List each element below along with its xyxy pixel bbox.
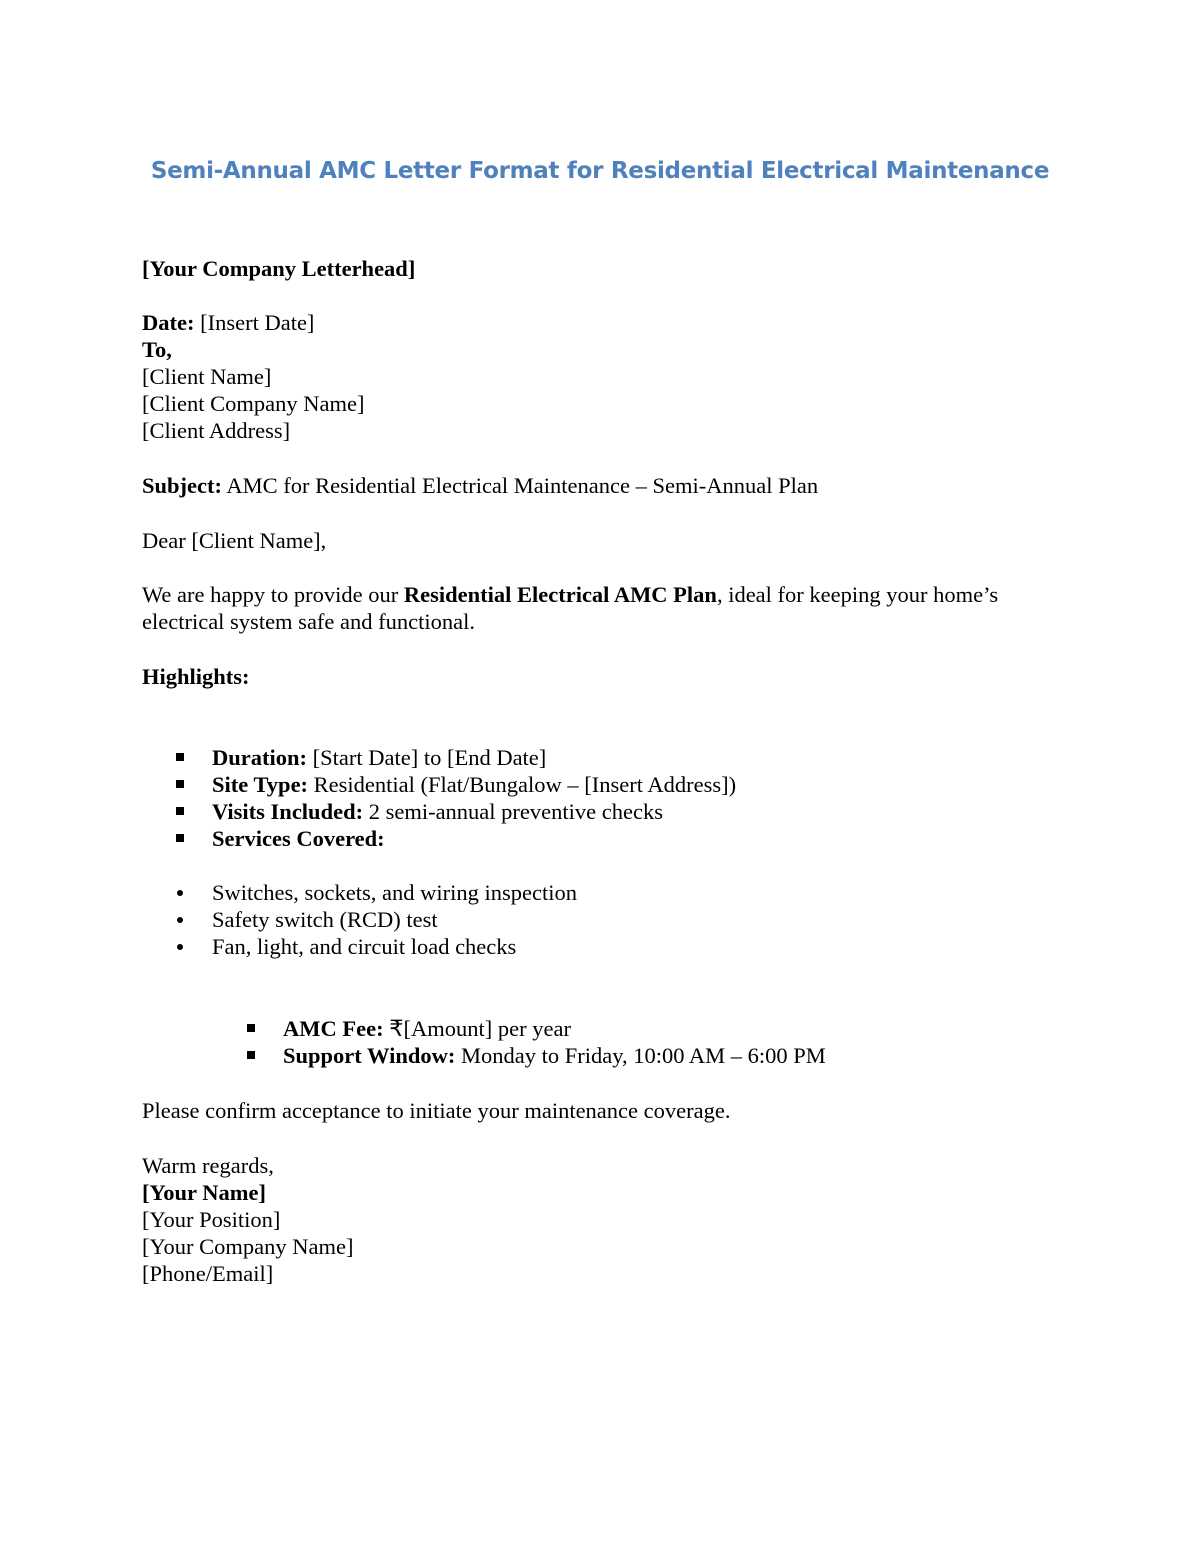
- to-label: To,: [142, 337, 172, 362]
- square-bullet-icon: [247, 1051, 255, 1059]
- highlight-label: Visits Included:: [212, 799, 364, 824]
- fee-item-support-window: [283, 1042, 826, 1069]
- date-line: [142, 309, 314, 336]
- subject-line: [142, 472, 818, 499]
- service-item: Switches, sockets, and wiring inspection: [212, 880, 577, 905]
- signature-position: [Your Position]: [142, 1207, 281, 1232]
- round-bullet-icon: [177, 890, 183, 896]
- company-letterhead: [Your Company Letterhead]: [142, 256, 416, 281]
- date-label: Date:: [142, 310, 195, 335]
- salutation: Dear [Client Name],: [142, 528, 327, 553]
- fee-value: ₹[Amount] per year: [383, 1016, 571, 1041]
- recipient-company-name: [Client Company Name]: [142, 391, 365, 416]
- intro-paragraph-line2: electrical system safe and functional.: [142, 609, 475, 634]
- highlight-value: 2 semi-annual preventive checks: [363, 799, 663, 824]
- highlight-item-site-type: [212, 771, 736, 798]
- highlights-heading: Highlights:: [142, 664, 250, 689]
- square-bullet-icon: [176, 780, 184, 788]
- square-bullet-icon: [176, 807, 184, 815]
- intro-plan-name: Residential Electrical AMC Plan: [403, 582, 717, 607]
- highlight-value: Residential (Flat/Bungalow – [Insert Address]): [308, 772, 737, 797]
- round-bullet-icon: [177, 917, 183, 923]
- signature-contact: [Phone/Email]: [142, 1261, 274, 1286]
- service-item: Safety switch (RCD) test: [212, 907, 438, 932]
- intro-paragraph-line1: [142, 581, 998, 608]
- highlight-label: Duration:: [212, 745, 307, 770]
- square-bullet-icon: [176, 834, 184, 842]
- square-bullet-icon: [176, 753, 184, 761]
- fee-value: Monday to Friday, 10:00 AM – 6:00 PM: [455, 1043, 826, 1068]
- intro-text-end: , ideal for keeping your home’s: [716, 582, 999, 607]
- recipient-client-name: [Client Name]: [142, 364, 272, 389]
- highlight-label: Site Type:: [212, 772, 309, 797]
- square-bullet-icon: [247, 1024, 255, 1032]
- date-value: [Insert Date]: [194, 310, 315, 335]
- highlight-label: Services Covered:: [212, 826, 385, 851]
- highlight-item-duration: [212, 744, 546, 771]
- highlight-item-visits: [212, 798, 663, 825]
- intro-text: We are happy to provide our: [142, 582, 404, 607]
- highlight-item-services: [212, 825, 385, 852]
- subject-label: Subject:: [142, 473, 222, 498]
- signature-company: [Your Company Name]: [142, 1234, 354, 1259]
- subject-value: AMC for Residential Electrical Maintenance – Semi-Annual Plan: [222, 473, 819, 498]
- signature-name: [Your Name]: [142, 1180, 266, 1205]
- signoff: Warm regards,: [142, 1153, 274, 1178]
- round-bullet-icon: [177, 944, 183, 950]
- highlight-value: [Start Date] to [End Date]: [307, 745, 547, 770]
- fee-label: Support Window:: [283, 1043, 456, 1068]
- recipient-address: [Client Address]: [142, 418, 291, 443]
- service-item: Fan, light, and circuit load checks: [212, 934, 517, 959]
- fee-item-amc-fee: [283, 1015, 571, 1042]
- document-title: Semi-Annual AMC Letter Format for Residential Electrical Maintenance: [150, 158, 1050, 184]
- fee-label: AMC Fee:: [283, 1016, 384, 1041]
- closing-request: Please confirm acceptance to initiate your maintenance coverage.: [142, 1098, 731, 1123]
